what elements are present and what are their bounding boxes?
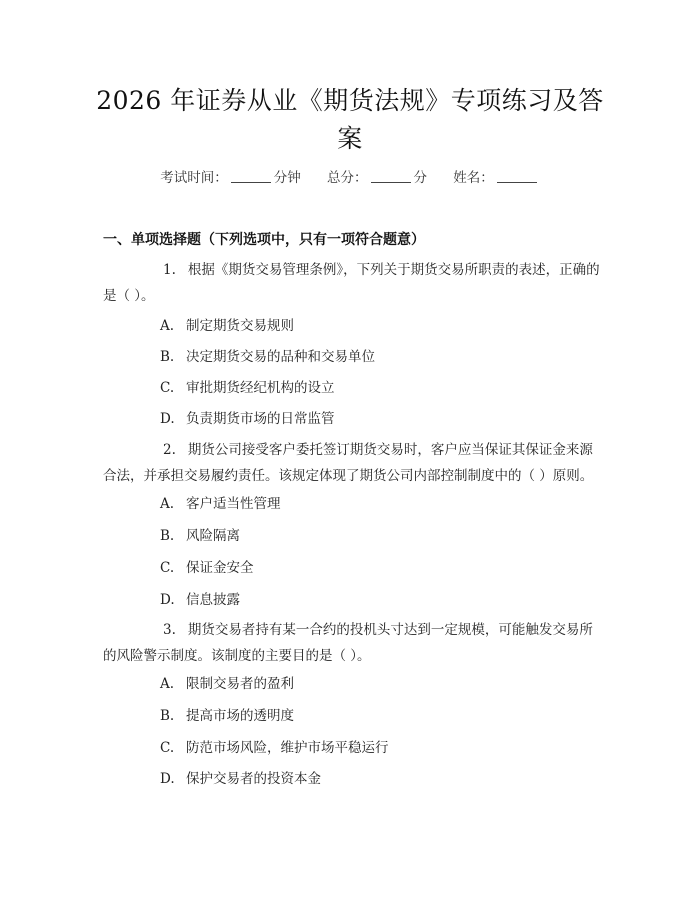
option-text: 制定期货交易规则	[186, 318, 294, 334]
name-field	[453, 166, 540, 186]
option-text: 信息披露	[186, 592, 240, 608]
question-3	[103, 617, 600, 669]
option-text: 防范市场风险，维护市场平稳运行	[186, 740, 389, 756]
option-letter: D.	[160, 411, 175, 427]
option-letter: A.	[160, 318, 175, 334]
question-1-option-a	[160, 314, 294, 334]
exam-info-line	[0, 166, 700, 186]
option-text: 保护交易者的投资本金	[186, 771, 321, 787]
option-letter: A.	[160, 676, 175, 692]
question-2-option-b	[160, 524, 240, 544]
question-1-option-c	[160, 376, 335, 396]
option-text: 保证金安全	[186, 560, 254, 576]
option-text: 负责期货市场的日常监管	[186, 411, 335, 427]
question-text: 期货公司接受客户委托签订期货交易时，客户应当保证其保证金来源合法，并承担交易履约责任。该规定体现了期货公司内部控制制度中的（ ）原则。	[103, 442, 594, 484]
question-number: 1.	[163, 262, 176, 278]
option-letter: C.	[160, 560, 175, 576]
question-2-option-d	[160, 588, 240, 608]
total-score-blank	[371, 169, 411, 183]
option-text: 提高市场的透明度	[186, 708, 294, 724]
name-label: 姓名：	[453, 170, 494, 186]
question-1	[103, 257, 600, 309]
option-letter: A.	[160, 496, 175, 512]
option-letter: C.	[160, 380, 175, 396]
option-letter: B.	[160, 349, 175, 365]
question-1-option-d	[160, 407, 335, 427]
question-number: 2.	[163, 442, 176, 458]
option-letter: C.	[160, 740, 175, 756]
exam-time-field	[160, 166, 301, 186]
option-letter: D.	[160, 592, 175, 608]
option-letter: B.	[160, 708, 175, 724]
question-number: 3.	[163, 622, 176, 638]
question-text: 根据《期货交易管理条例》，下列关于期货交易所职责的表述，正确的是（ ）。	[103, 262, 600, 304]
option-text: 决定期货交易的品种和交易单位	[186, 349, 375, 365]
option-text: 风险隔离	[186, 528, 240, 544]
exam-time-unit: 分钟	[273, 170, 301, 186]
exam-time-label: 考试时间：	[160, 170, 228, 186]
option-letter: D.	[160, 771, 175, 787]
question-3-option-a	[160, 672, 294, 692]
option-text: 限制交易者的盈利	[186, 676, 294, 692]
total-score-field	[327, 166, 427, 186]
section-heading: 一、单项选择题（下列选项中，只有一项符合题意）	[103, 232, 425, 248]
question-3-option-b	[160, 704, 294, 724]
option-letter: B.	[160, 528, 175, 544]
question-2	[103, 437, 600, 489]
name-blank	[497, 169, 537, 183]
document-title: 2026 年证券从业《期货法规》专项练习及答案	[96, 86, 604, 153]
option-text: 客户适当性管理	[186, 496, 281, 512]
question-2-option-a	[160, 492, 281, 512]
question-text: 期货交易者持有某一合约的投机头寸达到一定规模，可能触发交易所的风险警示制度。该制度的主要目的是（ ）。	[103, 622, 593, 664]
question-3-option-d	[160, 767, 321, 787]
question-2-option-c	[160, 556, 254, 576]
option-text: 审批期货经纪机构的设立	[186, 380, 335, 396]
question-3-option-c	[160, 736, 389, 756]
total-score-unit: 分	[413, 170, 427, 186]
exam-time-blank	[231, 169, 271, 183]
question-1-option-b	[160, 345, 375, 365]
total-score-label: 总分：	[327, 170, 368, 186]
